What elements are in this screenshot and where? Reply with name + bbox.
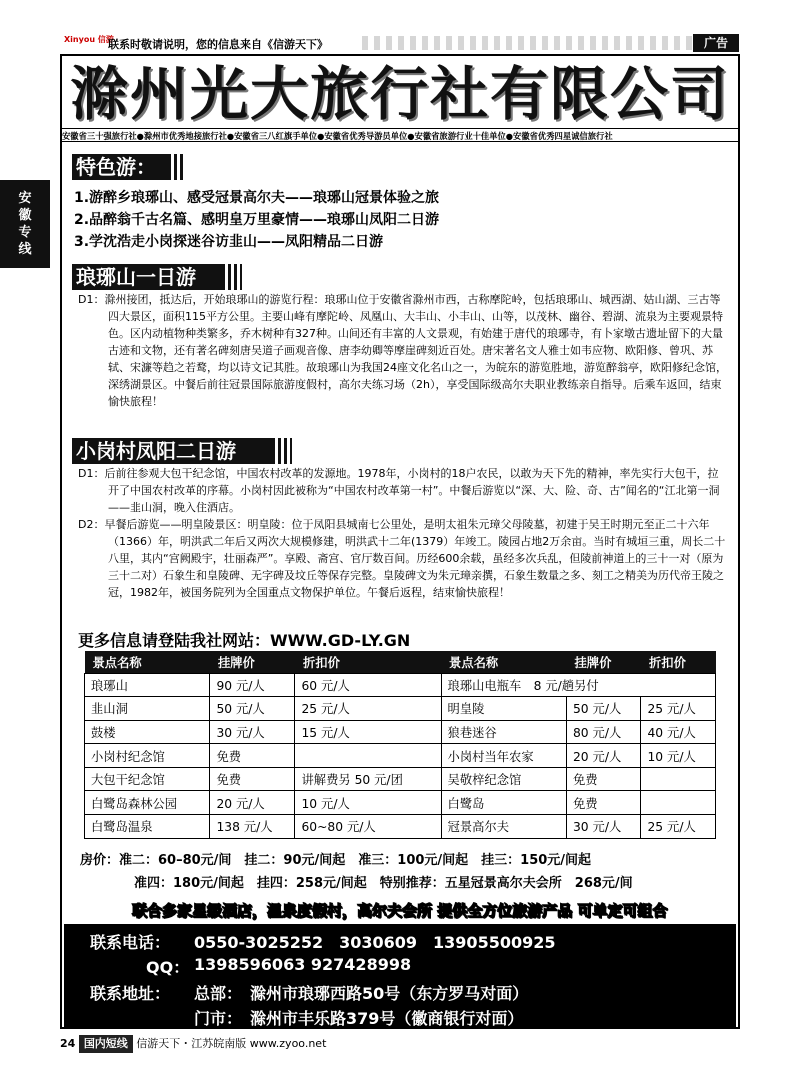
table-cell bbox=[295, 744, 441, 768]
tour2-itinerary bbox=[78, 465, 728, 601]
feature-item: 2.品醉翁千古名篇、感明皇万里豪情——琅琊山凤阳二日游 bbox=[74, 212, 440, 228]
table-cell: 60~80 元/人 bbox=[295, 815, 441, 839]
itinerary-day: D1：滁州接团，抵达后，开始琅琊山的游览行程：琅琊山位于安徽省滁州市西，古称摩陀岭，包括琅琊山、城西湖、姑山湖、三古等四大景区，面积115平方公里。主要山峰有摩陀岭、凤凰山、大丰山、小丰山、山等，以茂林、幽谷、碧湖、流泉为主要观景特色。区内动植物种类繁多，乔木树种有327种。山间还有丰富的人文景观，有始建于唐代的琅琊寺，有卜家墩古遗址留下的大量古迹和文物，还有著名碑刻唐吴道子画观音像、唐李幼卿等摩崖碑刻近百处。唐宋著名文人雅士如韦应物、欧阳修、曾巩、苏轼、宋濂等趋之若鹜，均以诗文记其胜。故琅琊山为我国24座文化名山之一，为皖东的游览胜地，游览醉翁亭，欧阳修纪念馆，深绣湖景区。中餐后前往冠景国际旅游度假村，高尔夫练习场（2h），享受国际级高尔夫职业教练亲自指导。后乘车返回，结束愉快旅程！ bbox=[78, 293, 727, 408]
table-cell: 明皇陵 bbox=[441, 697, 566, 721]
heading-fade bbox=[272, 438, 292, 464]
col-header: 挂牌价 bbox=[210, 651, 295, 673]
table-cell: 免费 bbox=[566, 791, 641, 815]
table-cell: 吴敬梓纪念馆 bbox=[441, 767, 566, 791]
qq-label: QQ： bbox=[146, 958, 190, 977]
tour1-heading bbox=[72, 264, 222, 290]
itinerary-day: D2：早餐后游览——明皇陵景区：明皇陵：位于凤阳县城南七公里处，是明太祖朱元璋父母陵墓，初建于吴王时期元至正二十六年（1366）年，明洪武二年后又两次大规模修建，明洪武十二年(1379）年竣工。陵园占地2万余亩。当时有城垣三重，周长二十八里，其内“宫阙殿宇，壮丽森严”。享殿、斋宫、官厅数百间。历经600余载，虽经多次兵乱，但陵前神道上的三十一对（原为 三十二对）石象生和皇陵碑、无字碑及坟丘等保存完整。皇陵碑文为朱元璋亲撰，石象生数量之多、刻工之精美为历代帝王陵之冠，1982年，被国务院列为全国重点文物保护单位。午餐后返程，结束愉快旅程！ bbox=[78, 518, 726, 599]
table-cell: 60 元/人 bbox=[295, 673, 441, 697]
room-prices-line2: 准四：180元/间起 挂四：258元/间起 特别推荐：五星冠景高尔夫会所 268元/间 bbox=[134, 876, 633, 891]
phone-label: 联系电话： bbox=[90, 933, 171, 952]
feature-list bbox=[74, 187, 439, 253]
col-header: 景点名称 bbox=[85, 651, 210, 673]
section-tag: 国内短线 bbox=[79, 1035, 133, 1053]
table-cell: 白鹭岛 bbox=[441, 791, 566, 815]
page-footer bbox=[60, 1035, 326, 1053]
table-cell: 20 元/人 bbox=[566, 744, 641, 768]
table-cell: 小岗村当年农家 bbox=[441, 744, 566, 768]
table-cell: 小岗村纪念馆 bbox=[85, 744, 210, 768]
source-notice: 联系时敬请说明，您的信息来自《信游天下》 bbox=[108, 38, 328, 51]
table-cell: 50 元/人 bbox=[210, 697, 295, 721]
magazine-logo: Xinyou 信游 bbox=[64, 35, 114, 44]
table-cell: 80 元/人 bbox=[566, 720, 641, 744]
feature-item: 3.学沈浩走小岗探迷谷访韭山——凤阳精品二日游 bbox=[74, 234, 384, 250]
table-cell bbox=[641, 767, 716, 791]
table-cell: 鼓楼 bbox=[85, 720, 210, 744]
col-header: 景点名称 bbox=[441, 651, 566, 673]
table-cell: 白鹭岛温泉 bbox=[85, 815, 210, 839]
side-tab bbox=[0, 180, 50, 268]
features-title: 特色游： bbox=[76, 155, 156, 179]
table-cell bbox=[641, 791, 716, 815]
table-row bbox=[85, 815, 716, 839]
table-cell: 10 元/人 bbox=[295, 791, 441, 815]
honors-strip: 安徽省三十强旅行社●滁州市优秀地接旅行社●安徽省三八红旗手单位●安徽省优秀导游员单位●安徽省旅游行业十佳单位●安徽省优秀四星诚信旅行社 bbox=[60, 128, 740, 142]
table-row bbox=[85, 791, 716, 815]
table-header bbox=[85, 651, 716, 673]
col-header: 折扣价 bbox=[641, 651, 716, 673]
price-table bbox=[84, 651, 716, 839]
features-heading bbox=[72, 154, 168, 180]
slogan: 联合多家星级酒店，温泉度假村，高尔夫会所 提供全方位旅游产品 可单定可组合 bbox=[132, 902, 668, 920]
tour2-title: 小岗村凤阳二日游 bbox=[76, 439, 236, 463]
heading-fade bbox=[168, 154, 184, 180]
table-row bbox=[85, 720, 716, 744]
table-cell: 免费 bbox=[210, 767, 295, 791]
room-prices-line1: 房价：准二：60–80元/间 挂二：90元/间起 准三：100元/间起 挂三：150元/间起 bbox=[80, 853, 592, 868]
ad-label: 广告 bbox=[693, 34, 739, 52]
table-cell: 25 元/人 bbox=[641, 815, 716, 839]
heading-fade bbox=[222, 264, 242, 290]
table-cell: 冠景高尔夫 bbox=[441, 815, 566, 839]
table-cell: 琅琊山 bbox=[85, 673, 210, 697]
table-row bbox=[85, 697, 716, 721]
table-cell: 40 元/人 bbox=[641, 720, 716, 744]
side-tab-char: 专 bbox=[18, 225, 32, 240]
table-cell: 韭山洞 bbox=[85, 697, 210, 721]
table-row bbox=[85, 744, 716, 768]
phone-numbers[interactable]: 0550-3025252 3030609 13905500925 bbox=[194, 933, 556, 952]
qq-numbers[interactable]: 1398596063 927428998 bbox=[194, 955, 412, 974]
table-cell: 讲解费另 50 元/团 bbox=[295, 767, 441, 791]
page-number: 24 bbox=[60, 1037, 76, 1050]
table-cell: 25 元/人 bbox=[295, 697, 441, 721]
table-cell: 白鹭岛森林公园 bbox=[85, 791, 210, 815]
itinerary-day: D1：后前往参观大包干纪念馆，中国农村改革的发源地。1978年，小岗村的18户农民，以敢为天下先的精神，率先实行大包干，拉开了中国农村改革的序幕。小岗村因此被称为“中国农村改革第一村”。中餐后游览以“深、大、险、奇、古”闻名的“江北第一洞——韭山洞，晚入住酒店。 bbox=[78, 467, 720, 514]
tour2-heading bbox=[72, 438, 272, 464]
table-cell: 狼巷迷谷 bbox=[441, 720, 566, 744]
table-cell: 大包干纪念馆 bbox=[85, 767, 210, 791]
side-tab-char: 线 bbox=[18, 242, 32, 257]
col-header: 挂牌价 bbox=[566, 651, 641, 673]
table-cell: 琅琊山电瓶车 8 元/趟另付 bbox=[441, 673, 715, 697]
tour1-itinerary bbox=[78, 291, 728, 410]
company-name: 滁州光大旅行社有限公司 bbox=[69, 60, 730, 128]
table-cell: 50 元/人 bbox=[566, 697, 641, 721]
table-cell: 15 元/人 bbox=[295, 720, 441, 744]
website-line[interactable]: 更多信息请登陆我社网站：WWW.GD-LY.GN bbox=[78, 631, 411, 650]
table-cell: 30 元/人 bbox=[210, 720, 295, 744]
side-tab-char: 安 bbox=[18, 191, 32, 206]
table-cell: 25 元/人 bbox=[641, 697, 716, 721]
contact-panel bbox=[64, 924, 736, 1028]
tour1-title: 琅琊山一日游 bbox=[76, 265, 196, 289]
checker-decoration bbox=[362, 36, 692, 50]
feature-item: 1.游醉乡琅琊山、感受冠景高尔夫——琅琊山冠景体验之旅 bbox=[74, 190, 440, 206]
table-cell: 20 元/人 bbox=[210, 791, 295, 815]
table-row bbox=[85, 673, 716, 697]
footer-text: 信游天下・江苏皖南版 www.zyoo.net bbox=[136, 1037, 327, 1050]
table-cell: 免费 bbox=[566, 767, 641, 791]
table-cell: 90 元/人 bbox=[210, 673, 295, 697]
table-row bbox=[85, 767, 716, 791]
hq-address: 总部： 滁州市琅琊西路50号（东方罗马对面） bbox=[194, 984, 529, 1003]
col-header: 折扣价 bbox=[295, 651, 441, 673]
table-cell: 138 元/人 bbox=[210, 815, 295, 839]
table-cell: 10 元/人 bbox=[641, 744, 716, 768]
address-label: 联系地址： bbox=[90, 984, 171, 1003]
table-cell: 30 元/人 bbox=[566, 815, 641, 839]
side-tab-char: 徽 bbox=[18, 208, 32, 223]
table-cell: 免费 bbox=[210, 744, 295, 768]
store-address: 门市： 滁州市丰乐路379号（徽商银行对面） bbox=[194, 1009, 524, 1028]
